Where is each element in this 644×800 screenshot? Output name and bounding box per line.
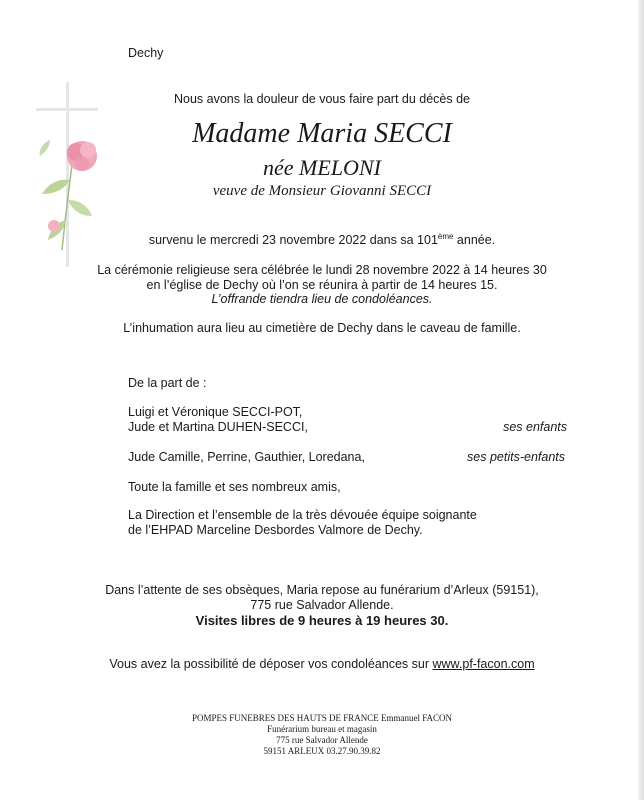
- staff-line-1: La Direction et l’ensemble de la très dévouée équipe soignante: [128, 508, 477, 522]
- children-role: ses enfants: [503, 420, 567, 434]
- death-notice: [0, 232, 644, 247]
- birth-name: née MELONI: [263, 155, 381, 180]
- ceremony-line-1: La cérémonie religieuse sera célébrée le lundi 28 novembre 2022 à 14 heures 30: [97, 263, 547, 277]
- from-label: De la part de :: [128, 376, 207, 390]
- funerarium-line-2: 775 rue Salvador Allende.: [250, 598, 394, 612]
- visits-text: Visites libres de 9 heures à 19 heures 30.: [195, 613, 449, 628]
- footer-line-4: 59151 ARLEUX 03.27.90.39.82: [263, 746, 381, 756]
- condolences-line: [0, 657, 644, 671]
- grandchildren-line: Jude Camille, Perrine, Gauthier, Loredana,: [128, 450, 365, 464]
- death-superscript: ème: [437, 232, 454, 241]
- location-label: Dechy: [128, 46, 164, 60]
- ceremony-line-3: L’offrande tiendra lieu de condoléances.: [211, 292, 433, 306]
- death-text-end: année.: [453, 233, 496, 248]
- children-line-1: Luigi et Véronique SECCI-POT,: [128, 405, 303, 419]
- grandchildren-role: ses petits-enfants: [467, 450, 565, 464]
- children-line-2: Jude et Martina DUHEN-SECCI,: [128, 420, 308, 434]
- funerarium-line-1: Dans l’attente de ses obsèques, Maria repose au funérarium d’Arleux (59151),: [105, 583, 539, 597]
- footer-line-3: 775 rue Salvador Allende: [276, 735, 368, 745]
- ceremony-line-2: en l’église de Dechy où l’on se réunira à partir de 14 heures 15.: [146, 278, 498, 292]
- footer-line-1: POMPES FUNEBRES DES HAUTS DE FRANCE Emmanuel FACON: [191, 713, 453, 723]
- widow-of: veuve de Monsieur Giovanni SECCI: [212, 183, 432, 199]
- intro-text: Nous avons la douleur de vous faire part du décès de: [173, 92, 471, 106]
- deceased-name: Madame Maria SECCI: [192, 118, 452, 149]
- staff-line-2: de l’EHPAD Marceline Desbordes Valmore de Dechy.: [128, 523, 423, 537]
- footer-line-2: Funérarium bureau et magasin: [267, 724, 377, 734]
- all-family-line: Toute la famille et ses nombreux amis,: [128, 480, 341, 494]
- condolences-link[interactable]: www.pf-facon.com: [432, 657, 535, 671]
- burial-text: L’inhumation aura lieu au cimetière de Dechy dans le caveau de famille.: [123, 321, 521, 335]
- death-text: survenu le mercredi 23 novembre 2022 dans sa 101: [148, 233, 438, 248]
- condolences-text: Vous avez la possibilité de déposer vos condoléances sur: [109, 657, 433, 671]
